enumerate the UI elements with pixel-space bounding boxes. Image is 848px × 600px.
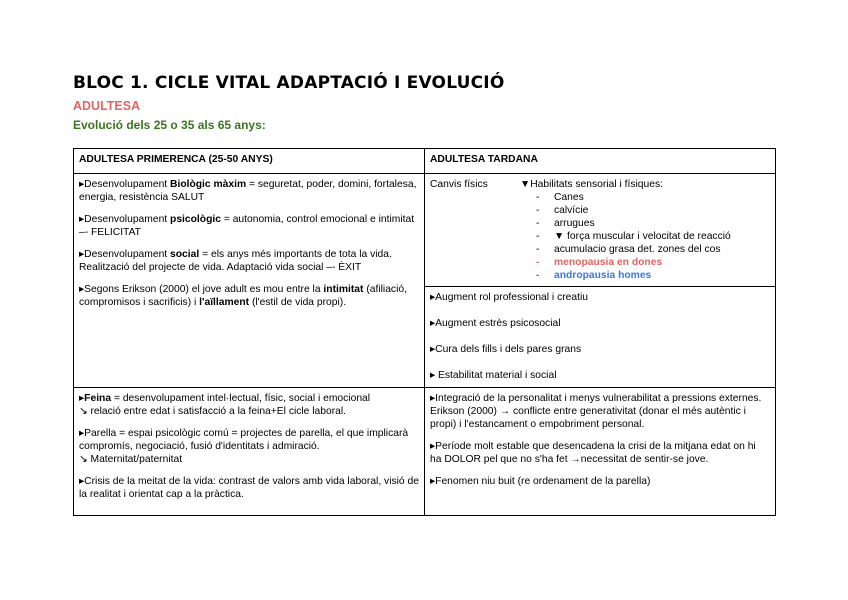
- cell-primerenca-development: [74, 174, 425, 388]
- col-header-primerenca: ADULTESA PRIMERENCA (25-50 ANYS): [74, 149, 425, 174]
- list-item: - acumulacio grasa det. zones del cos: [534, 243, 770, 256]
- canvis-fisics-body: [515, 174, 775, 286]
- para-social: ▸Desenvolupament social = els anys més importants de tota la vida. Realització del projecte de vida. Adaptació vida social –- ÈXIT: [79, 249, 392, 273]
- cell-tardana-personalitat: [425, 388, 776, 516]
- col-header-tardana: ADULTESA TARDANA: [425, 149, 776, 174]
- para-estabilitat: ▸ Estabilitat material i social: [430, 370, 557, 381]
- canvis-list: [520, 191, 770, 282]
- para-integracio: ▸Integració de la personalitat i menys vulnerabilitat a pressions externes. Erikson (2000) → conflicte entre generativitat (donar el més autèntic i propi) i l'estancament o empobriment personal.: [430, 393, 762, 430]
- list-item: - Canes: [534, 191, 770, 204]
- para-crisis: ▸Crisis de la meitat de la vida: contrast de valors amb vida laboral, visió de la realitat i orientat cap a la pràctica.: [79, 476, 419, 500]
- para-parella: ▸Parella = espai psicològic comú = projectes de parella, el que implicarà compromís, negociació, fusió d'identitats i admiració. ↘ Maternitat/paternitat: [79, 428, 409, 465]
- para-estres: ▸Augment estrès psicosocial: [430, 318, 561, 329]
- section-subtitle: ADULTESA: [73, 99, 141, 113]
- canvis-fisics-label: Canvis físics: [430, 179, 488, 190]
- list-item-andropausia: - andropausia homes: [534, 269, 770, 282]
- adulthood-table: [73, 148, 776, 516]
- cell-tardana-roles: [425, 287, 776, 388]
- list-item-menopausia: - menopausia en dones: [534, 256, 770, 269]
- para-rol-professional: ▸Augment rol professional i creatiu: [430, 292, 588, 303]
- para-psicologic: ▸Desenvolupament psicològic = autonomia, control emocional e intimitat –- FELICITAT: [79, 214, 415, 238]
- cell-tardana-canvis: [425, 174, 776, 287]
- list-item: - ▼ força muscular i velocitat de reacció: [534, 230, 770, 243]
- page-title: BLOC 1. CICLE VITAL ADAPTACIÓ I EVOLUCIÓ: [73, 73, 505, 93]
- para-niu-buit: ▸Fenomen niu buit (re ordenament de la parella): [430, 476, 651, 487]
- para-cura-fills: ▸Cura dels fills i dels pares grans: [430, 344, 582, 355]
- para-feina: ▸Feina = desenvolupament intel·lectual, físic, social i emocional ↘ relació entre edat i satisfacció a la feina+El cicle laboral.: [79, 393, 371, 417]
- canvis-inner-table: [425, 174, 775, 286]
- section-subheading: Evolució dels 25 o 35 als 65 anys:: [73, 118, 266, 132]
- cell-primerenca-vida: [74, 388, 425, 516]
- para-periode-estable: ▸Període molt estable que desencadena la crisi de la mitjana edat on hi ha DOLOR pel que no s'ha fet →necessitat de sentir-se jove.: [430, 441, 756, 465]
- list-item: - arrugues: [534, 217, 770, 230]
- para-biologic: ▸Desenvolupament Biològic màxim = seguretat, poder, domini, fortalesa, energia, resistència SALUT: [79, 179, 417, 203]
- habilitats-heading: ▼Habilitats sensorial i físiques:: [520, 179, 663, 190]
- list-item: - calvície: [534, 204, 770, 217]
- para-erikson-intimitat: ▸Segons Erikson (2000) el jove adult es mou entre la intimitat (afiliació, compromisos i sacrificis) i l'aïllament (l'estil de vida propi).: [79, 284, 407, 308]
